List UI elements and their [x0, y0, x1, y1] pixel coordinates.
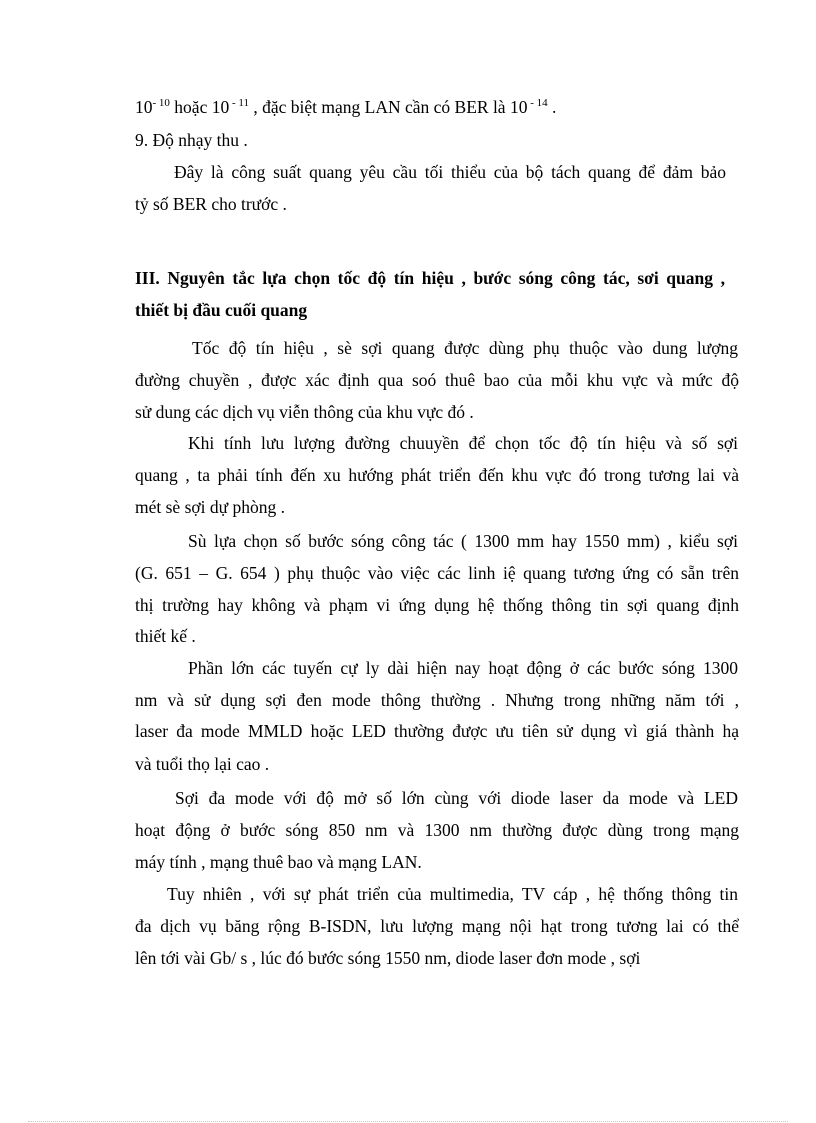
paragraph-5-line-2: hoạt động ở bước sóng 850 nm và 1300 nm thường được dùng trong mạng [135, 820, 739, 840]
paragraph-3-line-3: thị trường hay không và phạm vi ứng dụng hệ thống thông tin sợi quang định [135, 595, 739, 615]
text-fragment: . [547, 97, 557, 117]
paragraph-6-line-3: lên tới vài Gb/ s , lúc đó bước sóng 1550 nm, diode laser đơn mode , sợi [135, 948, 641, 968]
paragraph-5-line-3: máy tính , mạng thuê bao và mạng LAN. [135, 852, 422, 872]
text-fragment: 10 [135, 97, 153, 117]
paragraph-4-line-2: nm và sử dụng sợi đen mode thông thường . Nhưng trong những năm tới , [135, 690, 739, 710]
item-9-text-line-1: Đây là công suất quang yêu cầu tối thiểu của bộ tách quang để đảm bảo [174, 162, 726, 182]
text-fragment: , đặc biệt mạng LAN cần có BER là 10 [248, 97, 528, 117]
page-bottom-divider [28, 1121, 788, 1122]
text-fragment: hoặc 10 [169, 97, 230, 117]
paragraph-5-line-1: Sợi đa mode với độ mở số lớn cùng với diode laser da mode và LED [175, 788, 738, 808]
item-9-title: 9. Độ nhạy thu . [135, 130, 248, 150]
item-9-text-line-2: tỷ số BER cho trước . [135, 194, 287, 214]
paragraph-1-line-1: Tốc độ tín hiệu , sè sợi quang được dùng phụ thuộc vào dung lượng [192, 338, 738, 358]
paragraph-2-line-3: mét sè sợi dự phòng . [135, 497, 285, 517]
paragraph-4-line-3: laser đa mode MMLD hoặc LED thường được ưu tiên sử dụng vì giá thành hạ [135, 721, 739, 741]
paragraph-4-line-1: Phần lớn các tuyến cự ly dài hiện nay hoạt động ở các bước sóng 1300 [188, 658, 738, 678]
paragraph-1-line-3: sử dung các dịch vụ viễn thông của khu vực đó . [135, 402, 474, 422]
section-3-heading-line-2: thiết bị đầu cuối quang [135, 300, 308, 320]
paragraph-2-line-2: quang , ta phải tính đến xu hướng phát triển đến khu vực đó trong tương lai và [135, 465, 739, 485]
paragraph-3-line-2: (G. 651 – G. 654 ) phụ thuộc vào việc các linh iệ quang tương ứng có sẵn trên [135, 563, 739, 583]
section-3-heading-line-1: III. Nguyên tắc lựa chọn tốc độ tín hiệu , bước sóng công tác, sơi quang , [135, 268, 725, 288]
paragraph-4-line-4: và tuổi thọ lại cao . [135, 754, 270, 774]
superscript-exponent: - 10 [152, 97, 170, 109]
paragraph-3-line-1: Sù lựa chọn số bước sóng công tác ( 1300 mm hay 1550 mm) , kiểu sợi [188, 531, 738, 551]
superscript-exponent: - 14 [527, 97, 548, 109]
ber-requirement-line [135, 96, 556, 118]
paragraph-2-line-1: Khi tính lưu lượng đường chuuyền để chọn tốc độ tín hiệu và số sợi [188, 433, 738, 453]
paragraph-1-line-2: đường chuyền , được xác định qua soó thuê bao của mỗi khu vực và mức độ [135, 370, 739, 390]
paragraph-6-line-1: Tuy nhiên , với sự phát triển của multimedia, TV cáp , hệ thống thông tin [167, 884, 738, 904]
superscript-exponent: - 11 [229, 97, 249, 109]
paragraph-3-line-4: thiết kế . [135, 626, 196, 646]
paragraph-6-line-2: đa dịch vụ băng rộng B-ISDN, lưu lượng mạng nội hạt trong tương lai có thể [135, 916, 739, 936]
